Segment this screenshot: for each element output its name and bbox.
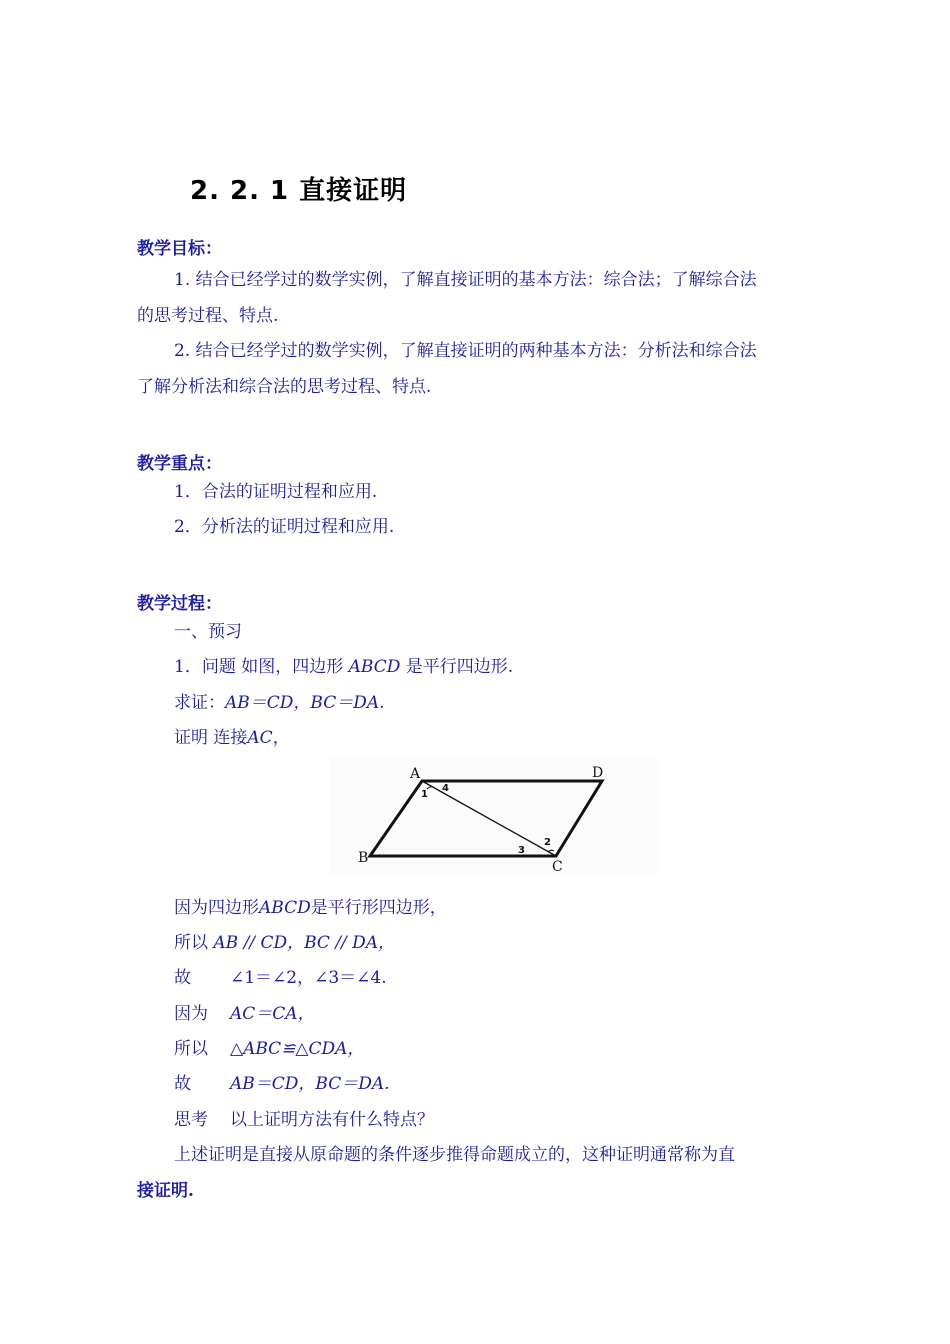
- page-title: 2. 2. 1 直接证明: [190, 176, 408, 206]
- so2-label: 所以: [174, 1039, 208, 1059]
- objective-1-line-2: 的思考过程、特点.: [137, 306, 279, 326]
- think-text: 以上证明方法有什么特点？: [230, 1110, 434, 1130]
- prove-line: [174, 685, 385, 721]
- process-heading: 教学过程：: [137, 594, 222, 614]
- since1-line: [174, 890, 447, 926]
- parallelogram-shape: [370, 781, 602, 856]
- prove-math: AB＝CD，BC＝DA.: [225, 693, 385, 713]
- keypoint-2: 2．分析法的证明过程和应用.: [174, 517, 395, 537]
- since2-label: 因为: [174, 1004, 208, 1024]
- thus2-label: 故: [174, 1074, 191, 1094]
- vertex-c-label: C: [552, 859, 563, 875]
- keypoint-1: 1．合法的证明过程和应用.: [174, 482, 378, 502]
- since1-prefix: 因为四边形: [174, 898, 259, 918]
- problem-line: [174, 649, 513, 685]
- conclusion-line-2: 接证明.: [137, 1181, 194, 1201]
- so1-line: [174, 925, 395, 961]
- thus1-math: ∠1＝∠2，∠3＝∠4.: [230, 968, 387, 988]
- thus1-label: 故: [174, 968, 191, 988]
- angle-3-label: 3: [518, 845, 525, 856]
- vertex-b-label: B: [358, 850, 369, 866]
- problem-prefix: 1．问题 如图，四边形: [174, 657, 349, 677]
- thus2-math: AB＝CD，BC＝DA.: [230, 1074, 390, 1094]
- so1-math: AB // CD，BC // DA，: [213, 933, 396, 953]
- so1-prefix: 所以: [174, 933, 214, 953]
- angle-1-label: 1: [421, 789, 428, 800]
- thus1-line: [174, 960, 387, 996]
- since1-suffix: 是平行形四边形，: [310, 898, 447, 918]
- vertex-a-label: A: [410, 766, 421, 782]
- keypoints-heading: 教学重点：: [137, 454, 222, 474]
- proof-prefix: 证明 连接: [174, 728, 248, 748]
- parallelogram-figure: [330, 757, 658, 875]
- so2-line: [174, 1031, 364, 1067]
- objective-2-line-2: 了解分析法和综合法的思考过程、特点.: [137, 377, 432, 397]
- proof-line: [174, 720, 290, 756]
- problem-suffix: 是平行四边形.: [400, 657, 514, 677]
- objective-2-line-1: 2. 结合已经学过的数学实例，了解直接证明的两种基本方法：分析法和综合法: [174, 341, 757, 361]
- conclusion-line-1: 上述证明是直接从原命题的条件逐步推得命题成立的，这种证明通常称为直: [174, 1145, 735, 1165]
- problem-var: ABCD: [348, 657, 401, 677]
- parallelogram-diagram: [330, 757, 658, 875]
- process-step: 一、预习: [174, 622, 242, 642]
- objective-1-line-1: 1. 结合已经学过的数学实例，了解直接证明的基本方法：综合法；了解综合法: [174, 270, 757, 290]
- angle-2-label: 2: [544, 837, 551, 848]
- thus2-line: [174, 1066, 390, 1102]
- proof-suffix: ，: [272, 728, 290, 748]
- since2-math: AC＝CA，: [230, 1004, 315, 1024]
- think-line: [174, 1102, 434, 1138]
- prove-prefix: 求证：: [174, 693, 225, 713]
- since1-var: ABCD: [259, 898, 311, 918]
- think-label: 思考: [174, 1110, 208, 1130]
- vertex-d-label: D: [592, 765, 604, 781]
- since2-line: [174, 996, 315, 1032]
- objectives-heading: 教学目标：: [137, 239, 222, 259]
- angle-arc-c: [548, 850, 554, 852]
- angle-4-label: 4: [442, 783, 449, 794]
- proof-var: AC: [247, 728, 273, 748]
- so2-math: △ABC≌△CDA，: [230, 1039, 365, 1059]
